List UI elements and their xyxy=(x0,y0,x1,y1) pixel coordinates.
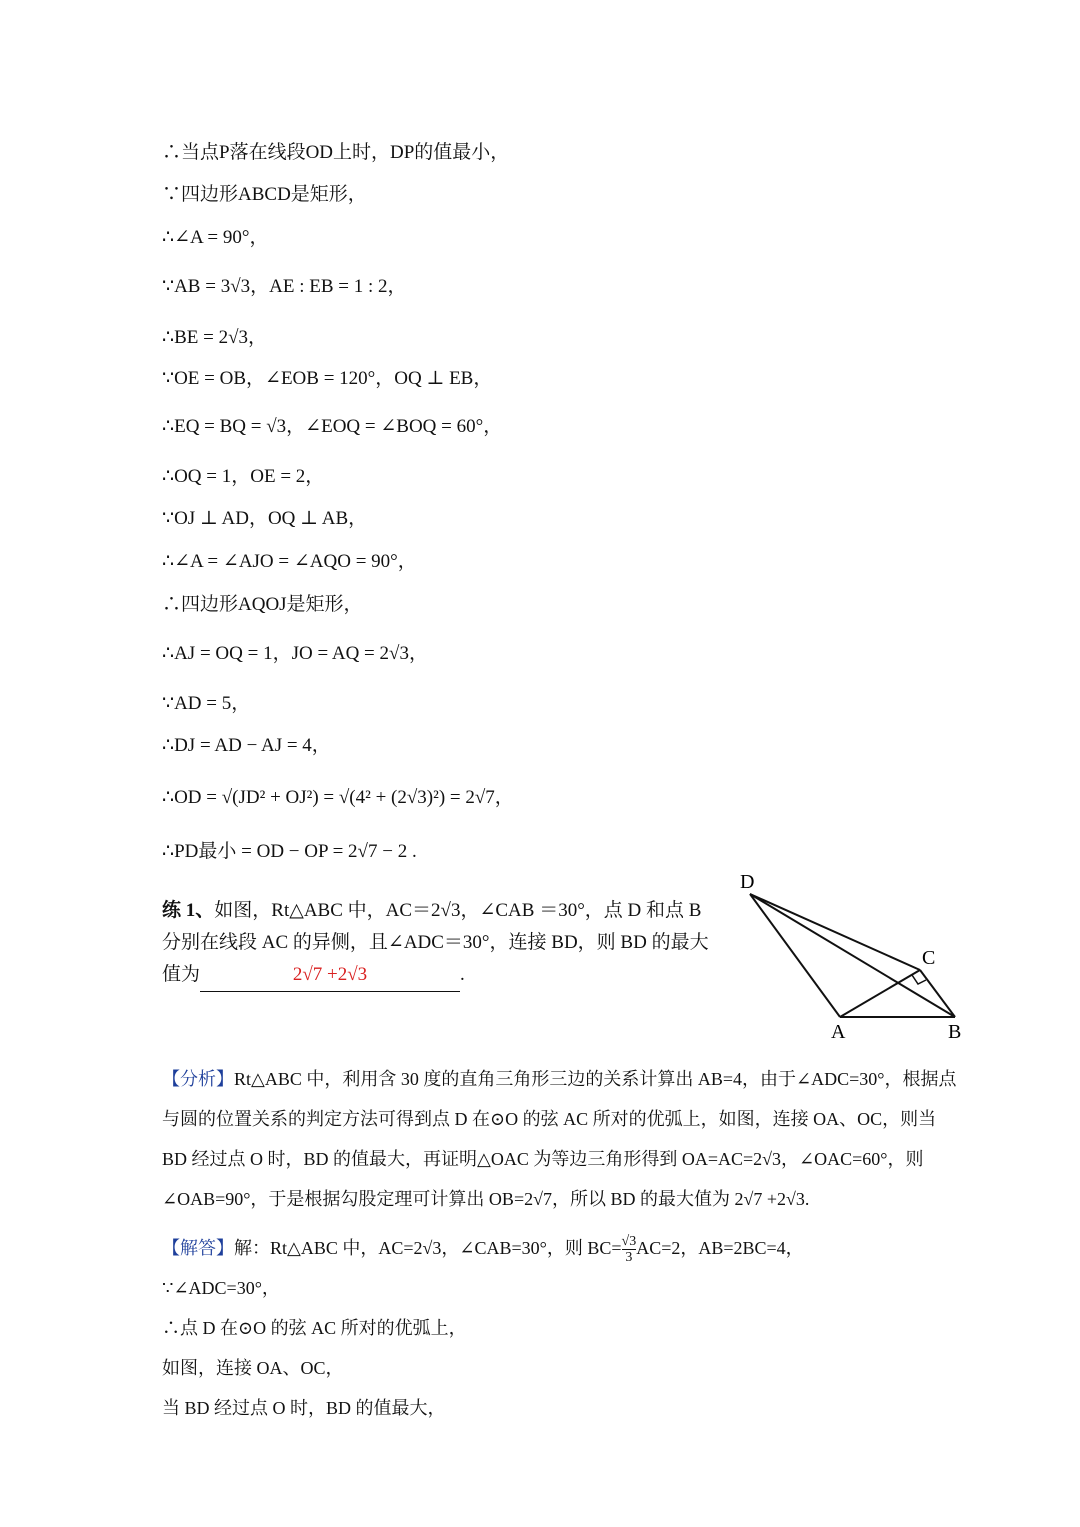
proof-line-9: ∵OJ ⊥ AD，OQ ⊥ AB， xyxy=(162,508,368,529)
analysis-block xyxy=(162,1059,962,1219)
proof-line-2: ∵四边形ABCD是矩形， xyxy=(162,184,367,205)
solution-line-3: ∴点 D 在⊙O 的弦 AC 所对的优弧上， xyxy=(162,1318,467,1338)
fraction xyxy=(622,1234,637,1265)
answer-value: 2√7 +2√3 xyxy=(292,964,368,985)
proof-line-1: ∴当点P落在线段OD上时，DP的值最小， xyxy=(162,142,510,163)
exercise-label: 练 1、 xyxy=(162,900,215,921)
analysis-text: Rt△ABC 中，利用含 30 度的直角三角形三边的关系计算出 AB=4，由于∠ADC=30°，根据点与圆的位置关系的判定方法可得到点 D 在⊙O 的弦 AC 所对的优弧上，如图，连接 OA、OC，则当 BD 经过点 O 时，BD 的值最大，再证明△OAC 为等边三角形得到 OA=AC=2√3，∠OAC=60°，则∠OAB=90°，于是根据勾股定理可计算出 OB=2√7，所以 BD 的最大值为 2√7 +2√3. xyxy=(162,1069,957,1209)
exercise-text: 如图，Rt△ABC 中，AC＝2√3，∠CAB ＝30°，点 D 和点 B 分别在线段 AC 的异侧，且∠ADC＝30°，连接 BD，则 BD 的最大值为 xyxy=(162,900,709,985)
proof-line-13: ∵AD = 5， xyxy=(162,693,251,714)
solution-text-a: 解：Rt△ABC 中，AC=2√3，∠CAB=30°，则 BC= xyxy=(234,1238,622,1258)
solution-label: 【解答】 xyxy=(162,1238,234,1258)
solution-line-5: 当 BD 经过点 O 时，BD 的值最大， xyxy=(162,1398,446,1418)
solution-line-4: 如图，连接 OA、OC， xyxy=(162,1358,344,1378)
proof-line-10: ∴∠A = ∠AJO = ∠AQO = 90°， xyxy=(162,551,417,572)
proof-line-6: ∵OE = OB，∠EOB = 120°，OQ ⊥ EB， xyxy=(162,368,493,389)
solution-line-1 xyxy=(162,1228,962,1268)
label-a: A xyxy=(831,1021,846,1043)
triangle-figure xyxy=(730,862,980,1047)
proof-line-14: ∴DJ = AD − AJ = 4， xyxy=(162,735,331,756)
analysis-label: 【分析】 xyxy=(162,1069,234,1089)
proof-line-3: ∴∠A = 90°， xyxy=(162,227,269,248)
label-d: D xyxy=(740,871,755,893)
label-c: C xyxy=(922,947,936,969)
label-b: B xyxy=(948,1021,962,1043)
segment-ac xyxy=(840,970,920,1017)
proof-line-7: ∴EQ = BQ = √3，∠EOQ = ∠BOQ = 60°， xyxy=(162,416,503,437)
solution-block xyxy=(162,1228,962,1428)
segment-cb xyxy=(920,970,955,1017)
solution-line-2: ∵∠ADC=30°， xyxy=(162,1278,280,1298)
segment-dc xyxy=(750,894,920,970)
proof-line-11: ∴四边形AQOJ是矩形， xyxy=(162,594,363,615)
exercise-block xyxy=(162,895,722,992)
proof-line-5: ∴BE = 2√3， xyxy=(162,327,268,348)
exercise-end: . xyxy=(460,964,465,985)
solution-text-b: AC=2，AB=2BC=4， xyxy=(636,1238,804,1258)
proof-line-12: ∴AJ = OQ = 1，JO = AQ = 2√3， xyxy=(162,643,428,664)
proof-line-16: ∴PD最小 = OD − OP = 2√7 − 2 . xyxy=(162,841,417,862)
fraction-numerator: √3 xyxy=(621,1234,637,1250)
proof-line-4: ∵AB = 3√3，AE : EB = 1 : 2， xyxy=(162,276,407,297)
proof-line-8: ∴OQ = 1，OE = 2， xyxy=(162,466,325,487)
fraction-denominator: 3 xyxy=(625,1250,633,1266)
segment-da xyxy=(750,894,840,1017)
proof-line-15: ∴OD = √(JD² + OJ²) = √(4² + (2√3)²) = 2√7， xyxy=(162,787,514,808)
answer-blank xyxy=(200,959,460,992)
